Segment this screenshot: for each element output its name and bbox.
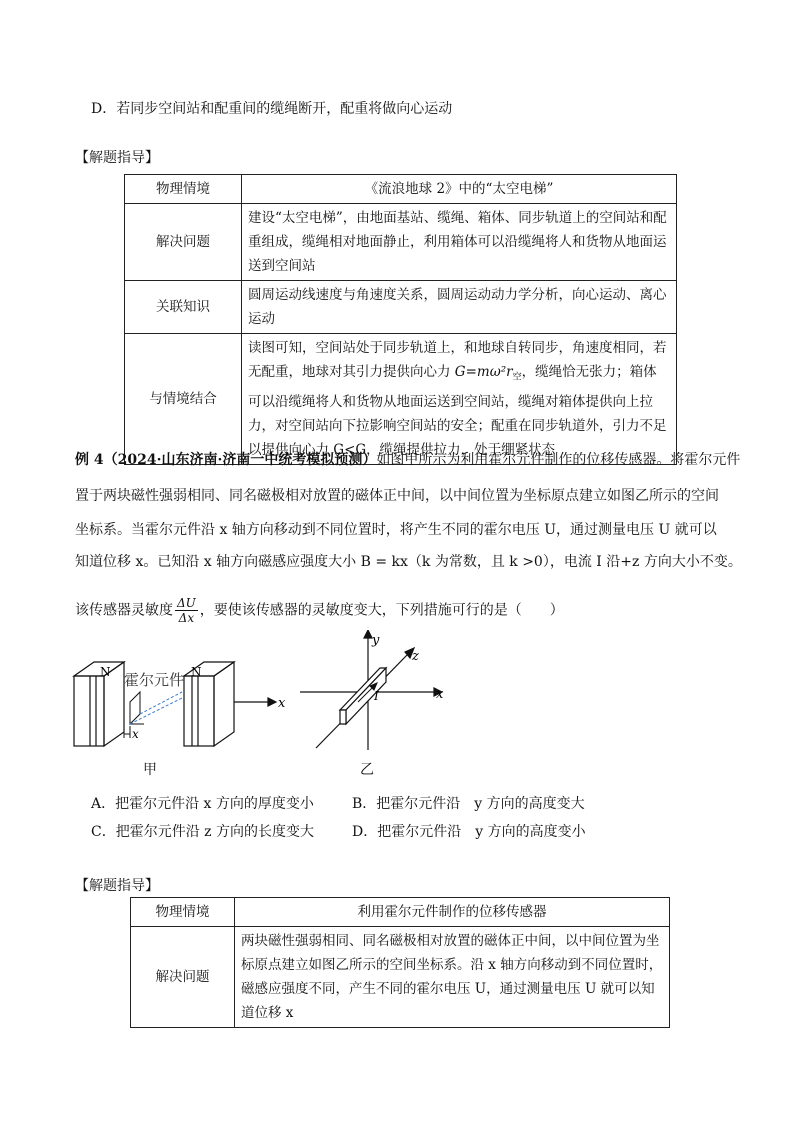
x-offset-label: x — [132, 727, 139, 741]
y-axis-label: y — [372, 633, 380, 648]
row-content: 《流浪地球 2》中的“太空电梯” — [242, 175, 677, 204]
example-4-line-3: 坐标系。当霍尔元件沿 x 轴方向移动到不同位置时，将产生不同的霍尔电压 U，通过测量电压 U 就可以 — [75, 522, 717, 538]
content-part-b: ，缆绳恰无张力；箱体可以沿缆绳将人和货物从地面运送到空间站，缆绳对箱体提供向上拉力，对空间站向下拉影响空间站的安全；配重在同步轨道外，引力不足以提供向心力 G<G，缆绳提供拉力，处于绷紧状态 — [248, 364, 667, 458]
x-axis-label-right: x — [436, 687, 444, 702]
table-row — [125, 175, 677, 204]
sensitivity-fraction — [175, 596, 198, 625]
option-c[interactable]: C．把霍尔元件沿 z 方向的长度变大 — [91, 824, 314, 840]
row-content: 两块磁性强弱相同、同名磁极相对放置的磁体正中间，以中间位置为坐标原点建立如图乙所示的空间坐标系。沿 x 轴方向移动到不同位置时，磁感应强度不同，产生不同的霍尔电压 U，通过测量电压 U 就可以知道位移 x — [235, 927, 670, 1028]
current-label: I — [374, 689, 379, 703]
content-part-a: 读图可知，空间站处于同步轨道上，和地球自转同步，角速度相同，若无配重，地球对其引力提供向心力 — [248, 340, 667, 380]
row-label: 物理情境 — [125, 175, 242, 204]
figure-yi-label: 乙 — [360, 762, 374, 778]
table-row — [125, 281, 677, 334]
sensitivity-text: 该传感器灵敏度 — [75, 602, 173, 619]
question-3-option-d: D．若同步空间站和配重间的缆绳断开，配重将做向心运动 — [91, 101, 453, 117]
dashed-guides — [130, 692, 182, 724]
example-4-label: 例 4（2024·山东济南·济南一中统考模拟预测） — [75, 452, 377, 468]
x-offset-marker — [124, 718, 130, 738]
left-magnet — [74, 662, 124, 746]
formula-subscript: 空 — [512, 372, 522, 383]
option-d[interactable]: D．把霍尔元件沿 y 方向的高度变小 — [352, 824, 586, 840]
example-4-line-1 — [75, 450, 740, 470]
left-magnet-pole: N — [100, 665, 111, 679]
row-label: 与情境结合 — [125, 334, 242, 465]
fraction-numerator: ΔU — [177, 596, 196, 610]
example-4-line-4: 知道位移 x。已知沿 x 轴方向磁感应强度大小 B = kx（k 为常数，且 k >0），电流 I 沿+z 方向大小不变。 — [75, 554, 742, 570]
row-label: 解决问题 — [131, 927, 235, 1028]
table-row — [125, 334, 677, 465]
example-4-line-2: 置于两块磁性强弱相同、同名磁极相对放置的磁体正中间，以中间位置为坐标原点建立如图乙所示的空间 — [75, 488, 719, 504]
table-row — [125, 204, 677, 281]
option-b[interactable]: B．把霍尔元件沿 y 方向的高度变大 — [352, 796, 585, 812]
hall-sensor-figure — [70, 630, 470, 780]
x-axis-label-left: x — [278, 696, 286, 711]
figure-jia-label: 甲 — [143, 762, 157, 778]
table-row — [131, 898, 670, 927]
z-axis-label: z — [412, 649, 419, 664]
guide-1-table — [124, 174, 677, 465]
row-content: 圆周运动线速度与角速度关系，圆周运动动力学分析，向心运动、离心运动 — [242, 281, 677, 334]
formula: G=mω²r — [454, 364, 513, 380]
row-content — [242, 334, 677, 465]
guide-2-heading: 【解题指导】 — [75, 878, 159, 894]
x-axis-arrow-left — [234, 698, 276, 706]
right-magnet-pole: N — [191, 665, 202, 679]
row-label: 解决问题 — [125, 204, 242, 281]
guide-1-heading: 【解题指导】 — [75, 150, 159, 166]
row-label: 物理情境 — [131, 898, 235, 927]
table-row — [131, 927, 670, 1028]
fraction-denominator: Δx — [178, 611, 195, 625]
question-prompt: ，要使该传感器的灵敏度变大，下列措施可行的是（ ） — [199, 602, 564, 619]
example-4-line-5 — [75, 596, 564, 625]
row-content: 建设“太空电梯”，由地面基站、缆绳、箱体、同步轨道上的空间站和配重组成，缆绳相对地面静止，利用箱体可以沿缆绳将人和货物从地面运送到空间站 — [242, 204, 677, 281]
row-content: 利用霍尔元件制作的位移传感器 — [235, 898, 670, 927]
hall-element-label: 霍尔元件 — [124, 671, 185, 689]
row-label: 关联知识 — [125, 281, 242, 334]
guide-2-table — [130, 897, 670, 1028]
option-a[interactable]: A．把霍尔元件沿 x 方向的厚度变小 — [91, 796, 314, 812]
hall-slab — [340, 668, 386, 724]
example-4-text: 如图甲所示为利用霍尔元件制作的位移传感器。将霍尔元件 — [376, 452, 741, 468]
hall-element — [130, 692, 144, 724]
